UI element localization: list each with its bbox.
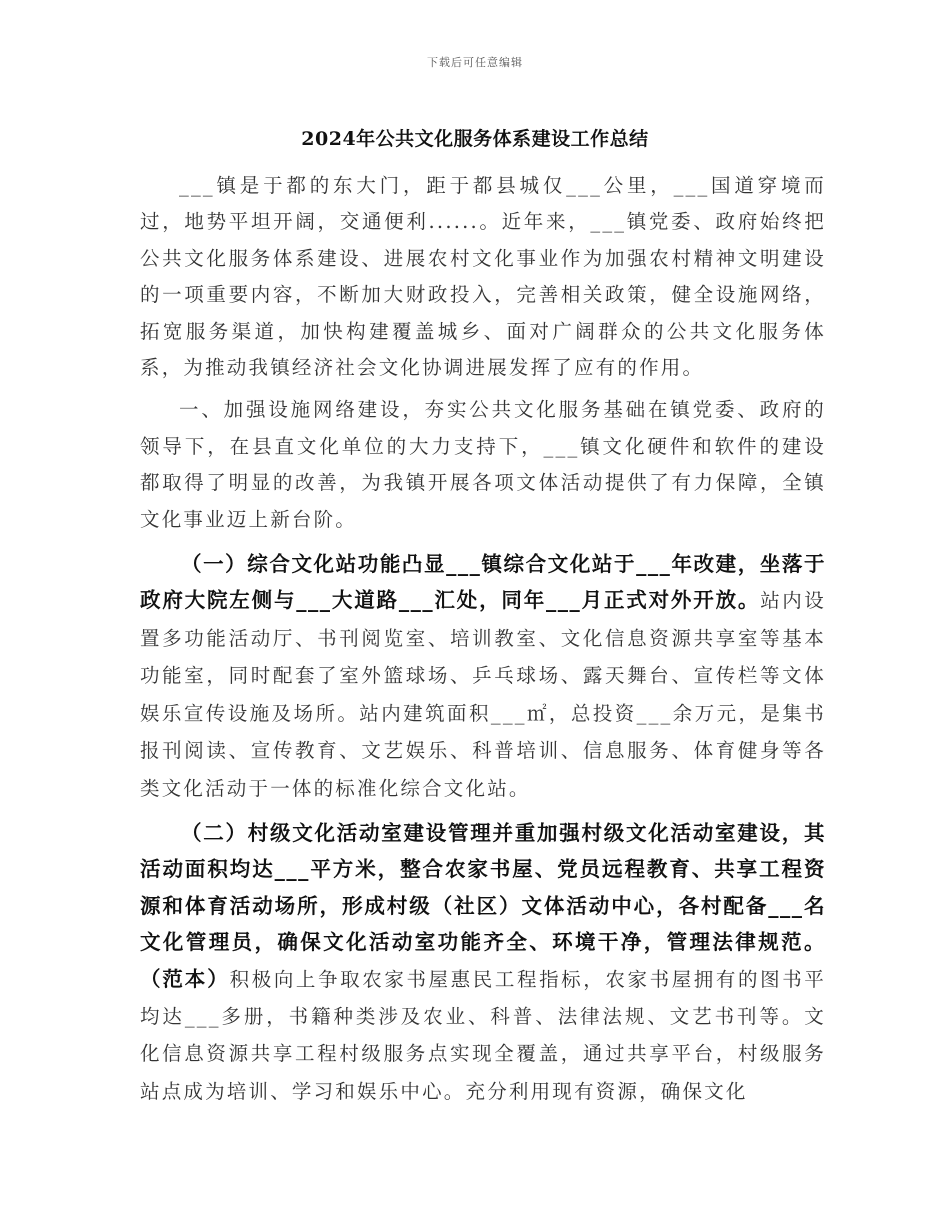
intro-paragraph: ___镇是于都的东大门，距于都县城仅___公里，___国道穿境而过，地势平坦开阔，交通便利......。近年来，___镇党委、政府始终把公共文化服务体系建设、进展农村文化事业作为加强农村精神文明建设的一项重要内容，不断加大财政投入，完善相关政策，健全设施网络，拓宽服务渠道，加快构建覆盖城乡、面对广阔群众的公共文化服务体系，为推动我镇经济社会文化协调进展发挥了应有的作用。 [140,174,826,380]
subsection-2-heading: （二）村级文化活动室建设管理并重加强村级文化活动室建设，其活动面积均达___平方米，整合农家书屋、党员远程教育、共享工程资源和体育活动场所，形成村级（社区）文体活动中心，各村配备___名文化管理员，确保文化活动室功能齐全、环境干净，管理法律规范。（范本） [140,820,826,991]
subsection-2-paragraph [140,815,826,1110]
subsection-2-text: 积极向上争取农家书屋惠民工程指标，农家书屋拥有的图书平均达___多册，书籍种类涉及农业、科普、法律法规、文艺书刊等。文化信息资源共享工程村级服务点实现全覆盖，通过共享平台，村级服务站点成为培训、学习和娱乐中心。充分利用现有资源，确保文化 [140,967,827,1103]
subsection-1-text: 站内设置多功能活动厅、书刊阅览室、培训教室、文化信息资源共享室等基本功能室，同时配套了室外篮球场、乒乓球场、露天舞台、宣传栏等文体娱乐宣传设施及场所。站内建筑面积___㎡，总投资___余万元，是集书报刊阅读、宣传教育、文艺娱乐、科普培训、信息服务、体育健身等各类文化活动于一体的标准化综合文化站。 [140,589,827,800]
header-note: 下载后可任意编辑 [427,56,523,69]
document-title: 2024年公共文化服务体系建设工作总结 [301,128,649,150]
subsection-1-heading: （一）综合文化站功能凸显___镇综合文化站于___年改建，坐落于政府大院左侧与___大道路___汇处，同年___月正式对外开放。 [140,552,826,613]
section-1-paragraph: 一、加强设施网络建设，夯实公共文化服务基础在镇党委、政府的领导下，在县直文化单位的大力支持下，___镇文化硬件和软件的建设都取得了明显的改善，为我镇开展各项文体活动提供了有力保障，全镇文化事业迈上新台阶。 [140,398,826,531]
document-body [140,168,826,1110]
subsection-1-paragraph [140,546,826,807]
